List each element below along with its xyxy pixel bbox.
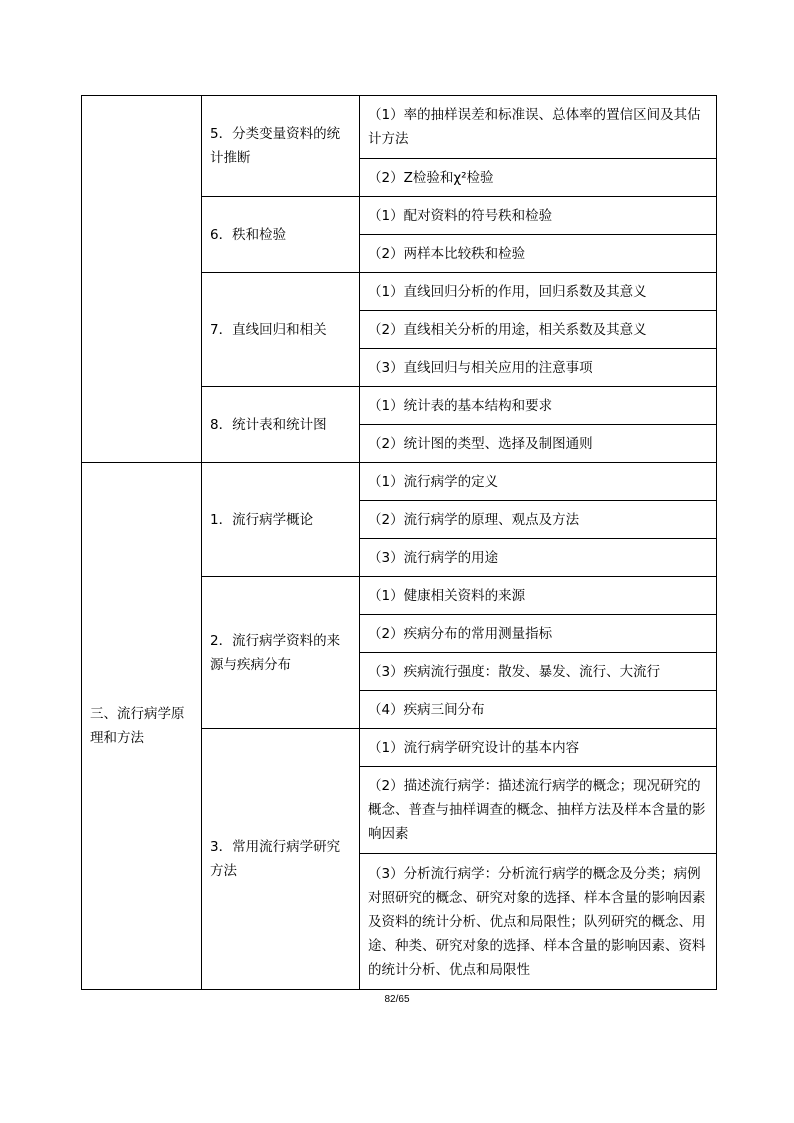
point-cell: （3）分析流行病学：分析流行病学的概念及分类；病例对照研究的概念、研究对象的选择、样本含量的影响因素及资料的统计分析、优点和局限性；队列研究的概念、用途、种类、研究对象的选择、样本含量的影响因素、资料的统计分析、优点和局限性: [360, 854, 717, 990]
point-cell: （1）率的抽样误差和标准误、总体率的置信区间及其估计方法: [360, 96, 717, 159]
point-cell: （3）直线回归与相关应用的注意事项: [360, 349, 717, 387]
topic-cell: 6．秩和检验: [202, 197, 360, 273]
point-cell: （2）流行病学的原理、观点及方法: [360, 501, 717, 539]
chi-square-test-text: （2）Z检验和χ²检验: [368, 169, 494, 186]
point-cell: （1）直线回归分析的作用，回归系数及其意义: [360, 273, 717, 311]
point-cell: （2）统计图的类型、选择及制图通则: [360, 425, 717, 463]
point-cell: （1）统计表的基本结构和要求: [360, 387, 717, 425]
point-cell: （2）两样本比较秩和检验: [360, 235, 717, 273]
topic-cell: 5．分类变量资料的统计推断: [202, 96, 360, 197]
point-cell: （1）健康相关资料的来源: [360, 577, 717, 615]
point-cell: （1）配对资料的符号秩和检验: [360, 197, 717, 235]
topic-cell: 3．常用流行病学研究方法: [202, 729, 360, 990]
point-cell: （2）描述流行病学：描述流行病学的概念；现况研究的概念、普查与抽样调查的概念、抽样方法及样本含量的影响因素: [360, 767, 717, 854]
unit-cell-continued: [82, 96, 202, 463]
point-cell: （2）疾病分布的常用测量指标: [360, 615, 717, 653]
topic-cell: 7．直线回归和相关: [202, 273, 360, 387]
point-cell: [360, 159, 717, 197]
page-number: 82/65: [384, 994, 410, 1005]
syllabus-table: [81, 95, 717, 990]
point-cell: （2）直线相关分析的用途，相关系数及其意义: [360, 311, 717, 349]
point-cell: （3）流行病学的用途: [360, 539, 717, 577]
topic-cell: 8．统计表和统计图: [202, 387, 360, 463]
point-cell: （3）疾病流行强度：散发、暴发、流行、大流行: [360, 653, 717, 691]
point-cell: （1）流行病学的定义: [360, 463, 717, 501]
topic-cell: 1．流行病学概论: [202, 463, 360, 577]
point-cell: （1）流行病学研究设计的基本内容: [360, 729, 717, 767]
unit-cell: 三、流行病学原理和方法: [82, 463, 202, 990]
topic-cell: 2．流行病学资料的来源与疾病分布: [202, 577, 360, 729]
point-cell: （4）疾病三间分布: [360, 691, 717, 729]
